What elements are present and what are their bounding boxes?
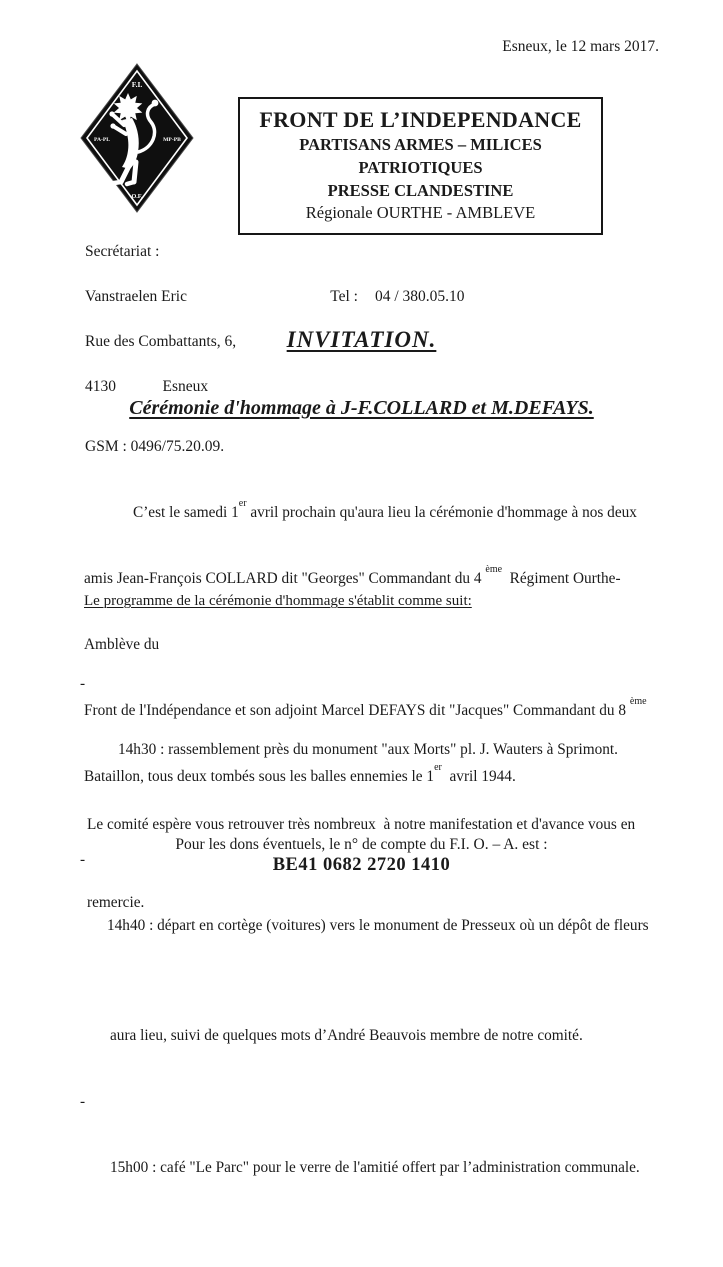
- org-subtitle-1: PARTISANS ARMES – MILICES PATRIOTIQUES: [299, 135, 542, 177]
- superscript-er: er: [238, 497, 247, 509]
- account-number: BE41 0682 2720 1410: [272, 855, 451, 875]
- tel-number: 04 / 380.05.10: [375, 288, 465, 305]
- letterhead-box: [238, 97, 603, 235]
- tel-label: Tel :: [330, 288, 358, 305]
- body-line-2: [84, 563, 647, 590]
- body-text: amis Jean-François COLLARD dit "Georges" Commandant du 4: [84, 570, 486, 587]
- superscript-eme: ème: [629, 695, 647, 707]
- org-name: FRONT DE L’INDEPENDANCE: [259, 107, 582, 132]
- program-heading-text: Le programme de la cérémonie d'hommage s'établit comme suit:: [84, 593, 472, 609]
- secretariat-name: Vanstraelen Eric: [85, 288, 187, 305]
- program-item-2-line2: aura lieu, suivi de quelques mots d’André Beauvois membre de notre comité.: [110, 1027, 583, 1044]
- closing-line-2: remercie.: [87, 894, 145, 911]
- program-item-3: [80, 1091, 649, 1223]
- emblem-label-top: F.I.: [131, 80, 143, 89]
- body-text: avril 1944.: [441, 768, 516, 785]
- body-text: C’est le samedi 1: [133, 504, 239, 521]
- emblem-label-left: PA-PL: [93, 137, 111, 143]
- body-line-1: [84, 497, 647, 524]
- org-subtitle-2: PRESSE CLANDESTINE: [327, 181, 514, 200]
- body-line-3: Amblève du: [84, 636, 160, 653]
- dash-bullet: -: [80, 851, 86, 868]
- org-regional: Régionale OURTHE - AMBLEVE: [305, 203, 536, 222]
- program-item-2-line1: 14h40 : départ en cortège (voitures) vers le monument de Presseux où un dépôt de fleurs: [107, 917, 649, 934]
- donation-line: Pour les dons éventuels, le n° de compte du F.I. O. – A. est :: [175, 836, 548, 853]
- invitation-title-text: INVITATION.: [286, 327, 437, 352]
- body-text: Bataillon, tous deux tombés sous les balles ennemies le 1: [84, 768, 435, 785]
- superscript-eme: ème: [485, 563, 503, 575]
- ceremony-title-text: Cérémonie d'hommage à J-F.COLLARD et M.DEFAYS.: [129, 397, 594, 419]
- ceremony-title: [0, 397, 723, 420]
- body-text: Régiment Ourthe-: [502, 570, 621, 587]
- program-item-3-text: 15h00 : café "Le Parc" pour le verre de l'amitié offert par l’administration communale.: [110, 1159, 640, 1176]
- emblem-label-bottom: O.F.: [131, 193, 143, 200]
- body-text: Front de l'Indépendance et son adjoint Marcel DEFAYS dit "Jacques" Commandant du 8: [84, 702, 630, 719]
- secretariat-label: Secrétariat :: [85, 243, 160, 260]
- invitation-title: [0, 327, 723, 353]
- gsm-line: GSM : 0496/75.20.09.: [85, 438, 225, 455]
- program-item-1-text: 14h30 : rassemblement près du monument "aux Morts" pl. J. Wauters à Sprimont.: [118, 741, 618, 758]
- dash-bullet: -: [80, 675, 86, 692]
- fi-emblem-logo: [78, 62, 196, 214]
- closing-line-1: Le comité espère vous retrouver très nombreux à notre manifestation et d'avance vous en: [87, 816, 636, 833]
- body-text: avril prochain qu'aura lieu la cérémonie d'hommage à nos deux: [246, 504, 637, 521]
- secretariat-street: Rue des Combattants, 6,: [85, 333, 237, 350]
- emblem-label-right: MP-PB: [163, 137, 181, 143]
- dash-bullet: -: [80, 1093, 86, 1110]
- superscript-er: er: [434, 761, 442, 773]
- program-heading: [84, 593, 472, 610]
- dateline: Esneux, le 12 mars 2017.: [502, 38, 659, 55]
- secretariat-city: 4130 Esneux: [85, 378, 209, 395]
- tel-line: [315, 270, 465, 324]
